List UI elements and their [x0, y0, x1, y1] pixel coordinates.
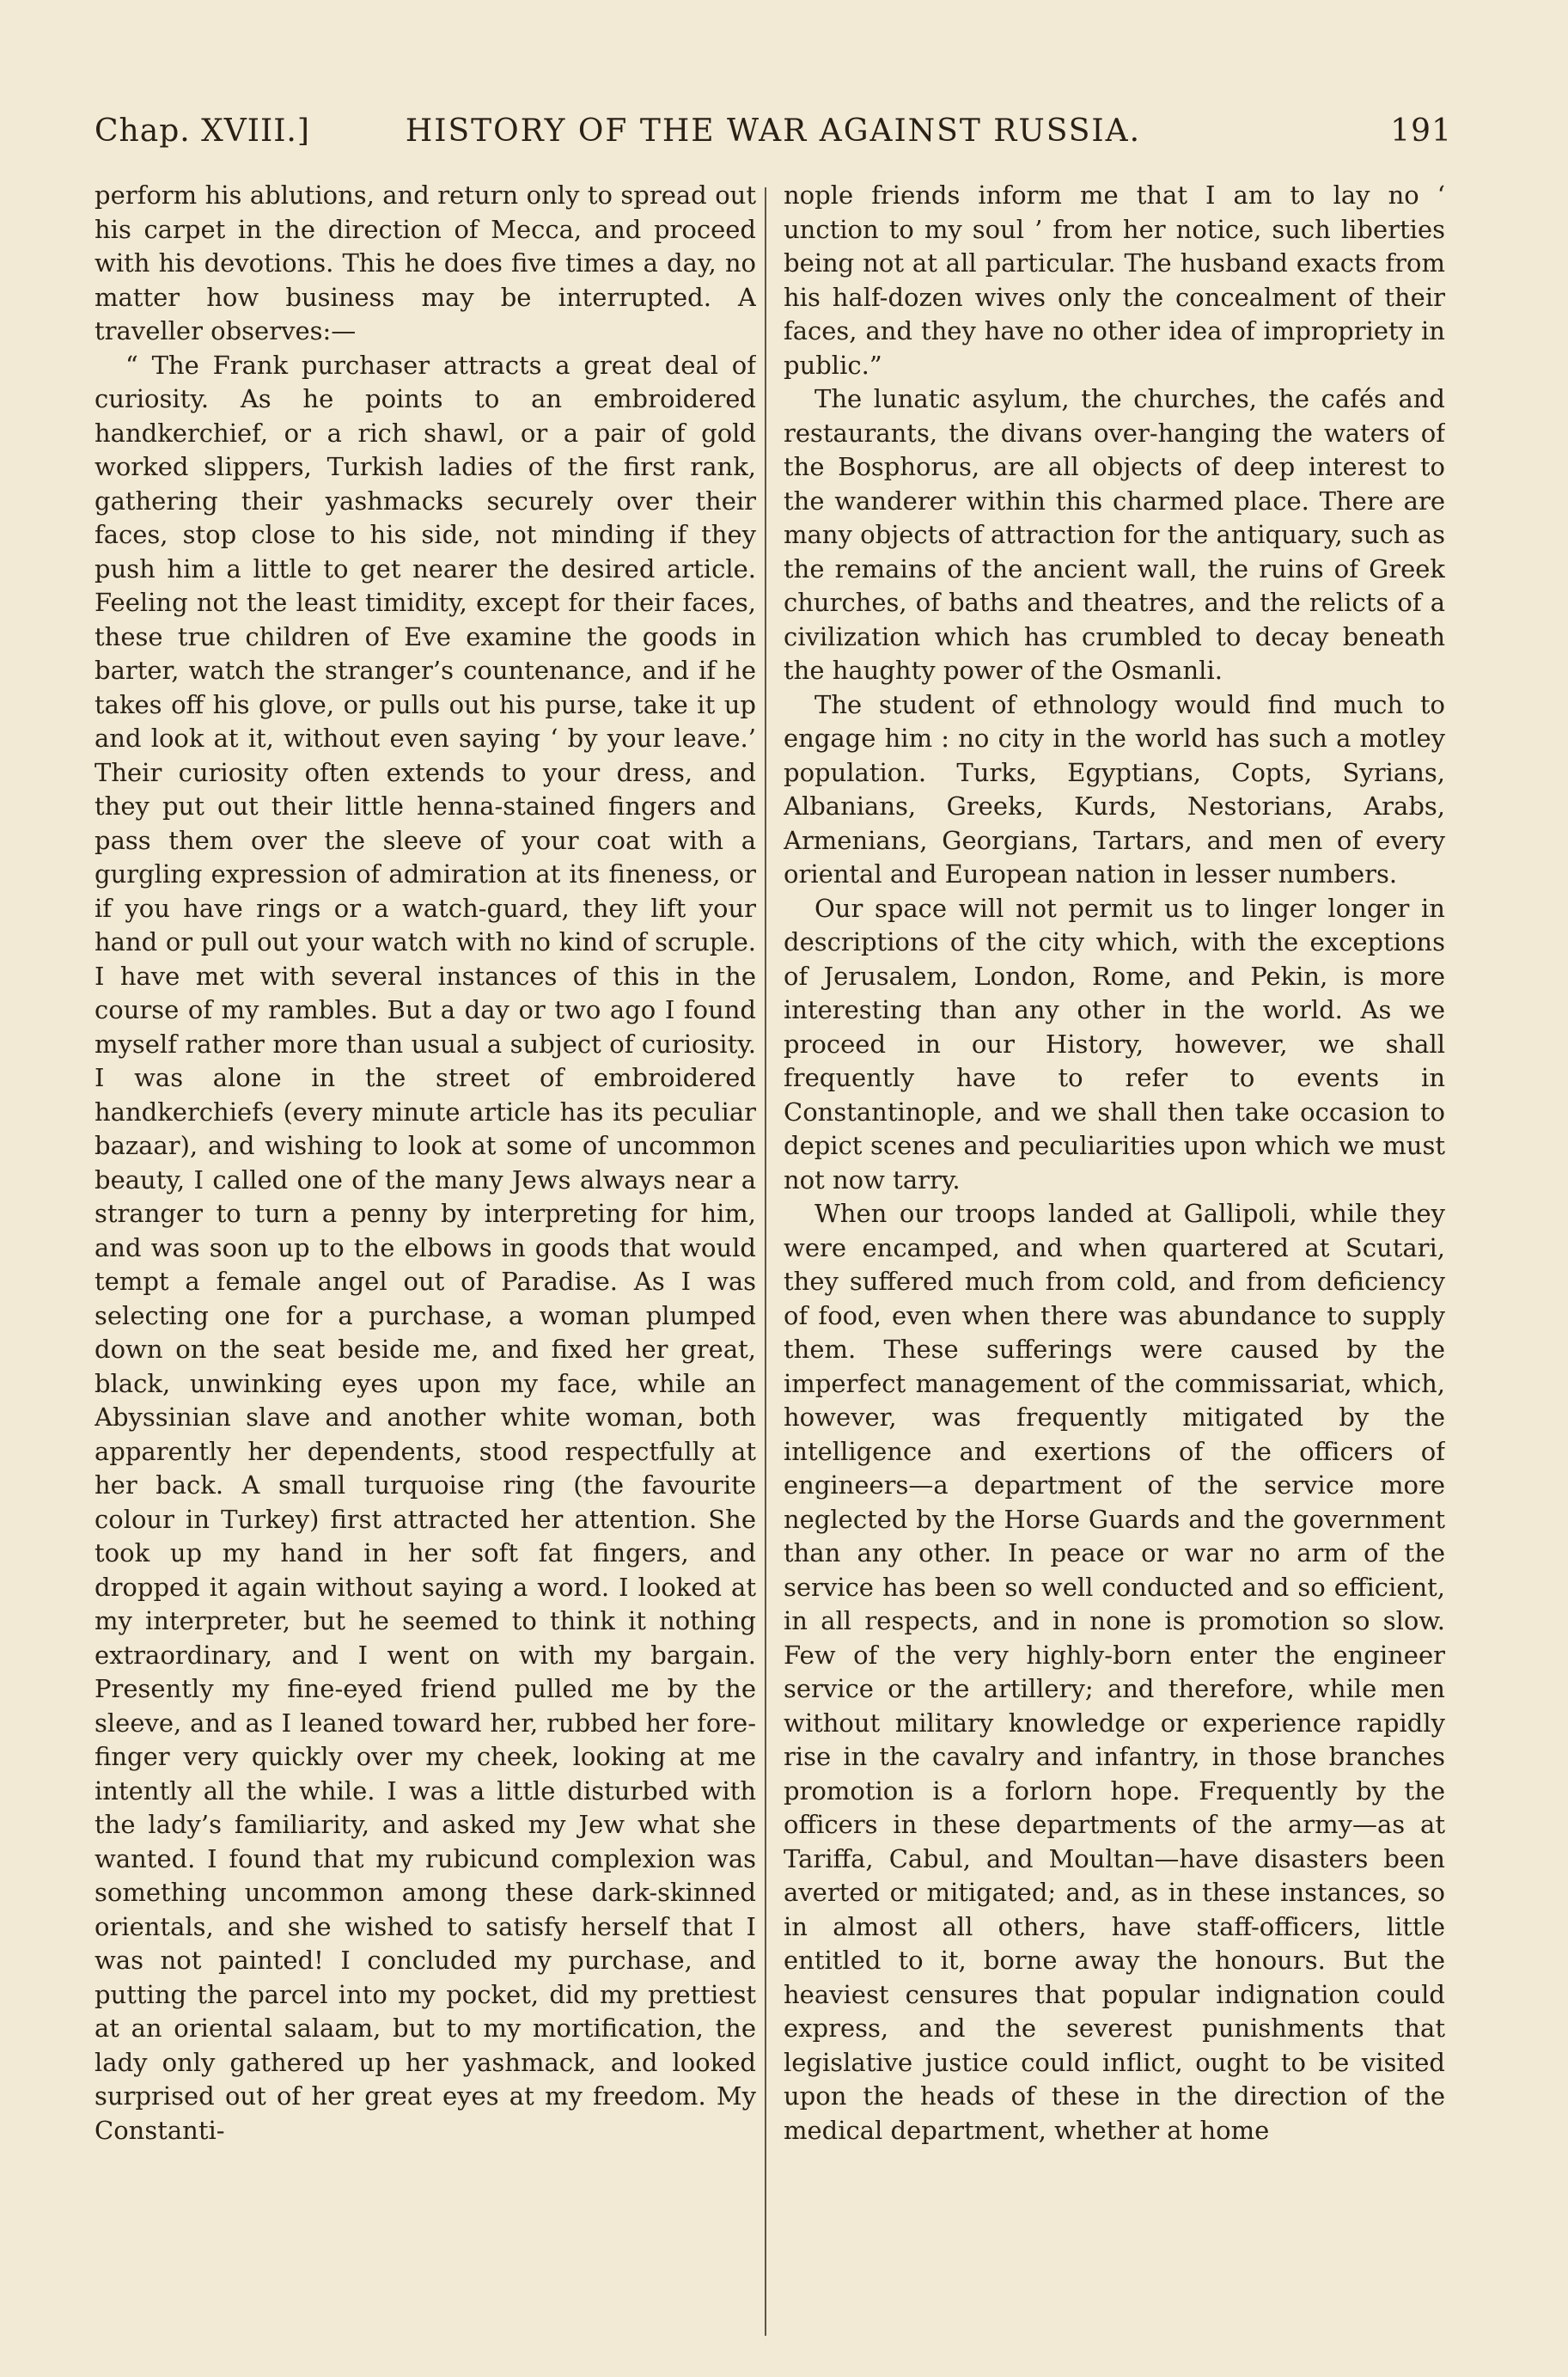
running-header — [95, 103, 1452, 155]
paragraph: The student of ethnology would find much to engage him : no city in the world has such a motley population. Turks, Egyptians, Copts, Syrians, Albanians, Greeks, Kurds, Nestorians, Arabs, Armenians, Georgians, Tartars, and men of every oriental and European nation in lesser numbers. — [784, 689, 1445, 889]
chapter-label: Chap. XVIII.] — [95, 113, 310, 149]
paragraph: Our space will not permit us to linger longer in descriptions of the city which, with the exceptions of Jerusalem, London, Rome, and Pekin, is more interesting than any other in the world. As we proceed in our History, however, we shall frequently have to refer to events in Constantinople, and we shall then take occasion to depict scenes and peculiarities upon which we must not now tarry. — [784, 893, 1445, 1195]
page-number: 191 — [1390, 113, 1452, 149]
column-divider — [765, 187, 766, 2336]
paragraph: nople friends inform me that I am to lay no ‘ unction to my soul ’ from her notice, such liberties being not at all particular. The husband exacts from his half-dozen wives only the concealment of their faces, and they have no other idea of impropriety in public.” — [784, 180, 1445, 380]
left-column — [95, 179, 756, 2353]
right-column — [784, 179, 1445, 2353]
paragraph: perform his ablutions, and return only to spread out his carpet in the direction of Mecca, and proceed with his devotions. This he does five times a day, no matter how business may be interrupted. A traveller observes:— — [95, 180, 756, 345]
paragraph: The lunatic asylum, the churches, the cafés and restaurants, the divans over-hanging the waters of the Bosphorus, are all objects of deep interest to the wanderer within this charmed place. There are many objects of attraction for the antiquary, such as the remains of the ancient wall, the ruins of Greek churches, of baths and theatres, and the relicts of a civilization which has crumbled to decay beneath the haughty power of the Osmanli. — [784, 384, 1445, 685]
paragraph: “ The Frank purchaser attracts a great deal of curiosity. As he points to an embroidered handkerchief, or a rich shawl, or a pair of gold worked slippers, Turkish ladies of the first rank, gathering their yashmacks securely over their faces, stop close to his side, not minding if they push him a little to get nearer the desired article. Feeling not the least timidity, except for their faces, these true children of Eve examine the goods in barter, watch the stranger’s countenance, and if he takes off his glove, or pulls out his purse, take it up and look at it, without even saying ‘ by your leave.’ Their curiosity often extends to your dress, and they put out their little henna-stained fingers and pass them over the sleeve of your coat with a gurgling expression of admiration at its fineness, or if you have rings or a watch-guard, they lift your hand or pull out your watch with no kind of scruple. I have met with several instances of this in the course of my rambles. But a day or two ago I found myself rather more than usual a subject of curiosity. I was alone in the street of embroidered handkerchiefs (every minute article has its peculiar bazaar), and wishing to look at some of uncommon beauty, I called one of the many Jews always near a stranger to turn a penny by interpreting for him, and was soon up to the elbows in goods that would tempt a female angel out of Paradise. As I was selecting one for a purchase, a woman plumped down on the seat beside me, and fixed her great, black, unwinking eyes upon my face, while an Abyssinian slave and another white woman, both apparently her dependents, stood respectfully at her back. A small turquoise ring (the favourite colour in Turkey) first attracted her attention. She took up my hand in her soft fat fingers, and dropped it again without saying a word. I looked at my interpreter, but he seemed to think it nothing extraordinary, and I went on with my bargain. Presently my fine-eyed friend pulled me by the sleeve, and as I leaned toward her, rubbed her fore-finger very quickly over my cheek, looking at me intently all the while. I was a little disturbed with the lady’s familiarity, and asked my Jew what she wanted. I found that my rubicund complexion was something uncommon among these dark-skinned orientals, and she wished to satisfy herself that I was not painted! I concluded my purchase, and putting the parcel into my pocket, did my prettiest at an oriental salaam, but to my mortification, the lady only gathered up her yashmack, and looked surprised out of her great eyes at my freedom. My Constanti- — [95, 350, 756, 2145]
running-title: HISTORY OF THE WAR AGAINST RUSSIA. — [405, 113, 1142, 149]
paragraph: When our troops landed at Gallipoli, while they were encamped, and when quartered at Scutari, they suffered much from cold, and from deficiency of food, even when there was abundance to supply them. These sufferings were caused by the imperfect management of the commissariat, which, however, was frequently mitigated by the intelligence and exertions of the officers of engineers—a department of the service more neglected by the Horse Guards and the government than any other. In peace or war no arm of the service has been so well conducted and so efficient, in all respects, and in none is promotion so slow. Few of the very highly-born enter the engineer service or the artillery; and therefore, while men without military knowledge or experience rapidly rise in the cavalry and infantry, in those branches promotion is a forlorn hope. Frequently by the officers in these departments of the army—as at Tariffa, Cabul, and Moultan—have disasters been averted or mitigated; and, as in these instances, so in almost all others, have staff-officers, little entitled to it, borne away the honours. But the heaviest censures that popular indignation could express, and the severest punishments that legislative justice could inflict, ought to be visited upon the heads of these in the direction of the medical department, whether at home — [784, 1199, 1445, 2145]
